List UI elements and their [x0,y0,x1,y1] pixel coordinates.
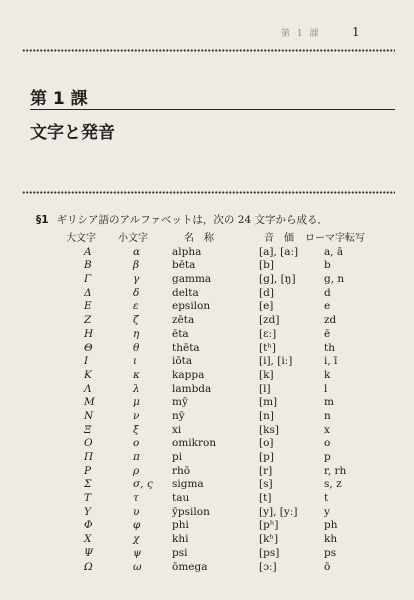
uppercase-letter: Φ [84,519,93,532]
letter-name: delta [172,286,199,299]
table-row [0,492,414,506]
table-row [0,424,414,438]
letter-name: ēta [172,327,189,340]
table-header-row [0,232,414,246]
sound-value: [r] [259,464,273,477]
uppercase-letter: Ι [84,355,89,368]
table-row [0,519,414,533]
lowercase-letter: ψ [133,546,142,559]
letter-name: thēta [172,341,200,354]
romanization: t [324,492,329,505]
alphabet-table [0,232,414,574]
table-row [0,273,414,287]
uppercase-letter: Ω [84,560,93,573]
page-header [0,26,414,40]
sound-value: [y], [yː] [259,505,298,518]
sound-value: [e] [259,300,274,313]
uppercase-letter: Δ [84,286,92,299]
uppercase-letter: Ο [84,437,93,450]
section-heading [36,212,328,227]
sound-value: [ɛː] [259,327,277,340]
romanization: e [324,300,331,313]
lowercase-letter: α [133,245,141,258]
lowercase-letter: γ [133,273,140,286]
table-row [0,287,414,301]
letter-name: ōmega [172,560,208,573]
letter-name: ȳpsilon [172,505,210,518]
letter-name: tau [172,492,190,505]
section-text: ギリシア語のアルファベットは，次の 24 文字から成る． [56,214,328,226]
table-row [0,506,414,520]
romanization: m [324,396,334,409]
letter-name: xi [172,423,182,436]
section-number: §1 [36,214,49,226]
sound-value: [g], [ŋ] [259,273,296,286]
letter-name: alpha [172,245,202,258]
romanization: n [324,409,331,422]
header-lowercase: 小文字 [118,233,148,244]
uppercase-letter: Σ [84,478,92,491]
lowercase-letter: ξ [133,423,139,436]
lowercase-letter: ε [133,300,139,313]
sound-value: [ps] [259,546,280,559]
sound-value: [l] [259,382,271,395]
lowercase-letter: ρ [133,464,140,477]
header-uppercase: 大文字 [66,233,96,244]
romanization: o [324,437,331,450]
romanization: p [324,451,331,463]
table-row [0,328,414,342]
page-number: 1 [352,25,360,39]
romanization: ē [324,327,331,340]
letter-name: sigma [172,478,204,491]
lowercase-letter: μ [133,396,140,409]
sound-value: [kʰ] [259,533,279,546]
letter-name: mȳ [172,396,188,409]
header-romanization: ローマ字転写 [305,233,365,244]
table-row [0,547,414,561]
romanization: k [324,368,331,381]
chapter-title: 文字と発音 [30,123,115,143]
sound-value: [s] [259,478,273,491]
romanization: i, ī [324,355,338,368]
uppercase-letter: Μ [84,396,95,409]
sound-value: [t] [259,492,272,505]
uppercase-letter: Ε [84,300,92,313]
letter-name: omikron [172,437,217,450]
table-row [0,410,414,424]
letter-name: iōta [172,355,193,368]
uppercase-letter: Η [84,327,94,340]
lowercase-letter: φ [133,519,141,532]
table-row [0,561,414,575]
letter-name: nȳ [172,409,185,422]
header-letter-name: 名 称 [184,233,214,244]
top-dotted-rule [22,49,395,52]
sound-value: [m] [259,396,278,409]
lowercase-letter: π [133,451,140,463]
letter-name: zēta [172,314,195,327]
uppercase-letter: Λ [84,382,92,395]
header-sound-value: 音 価 [264,233,294,244]
uppercase-letter: Ν [84,409,94,422]
uppercase-letter: Κ [84,368,92,381]
bottom-dotted-rule [22,191,395,194]
romanization: b [324,259,331,272]
table-row [0,437,414,451]
uppercase-letter: Ρ [84,464,92,477]
romanization: s, z [324,478,342,491]
table-row [0,383,414,397]
lowercase-letter: η [133,327,140,340]
lowercase-letter: ο [133,437,140,450]
table-row [0,314,414,328]
letter-name: khi [172,533,189,546]
table-row [0,396,414,410]
uppercase-letter: Β [84,259,92,272]
romanization: zd [324,314,337,327]
romanization: a, ā [324,245,344,258]
romanization: r, rh [324,464,347,477]
uppercase-letter: Ψ [84,546,94,559]
sound-value: [ɔː] [259,560,277,573]
sound-value: [k] [259,368,274,381]
uppercase-letter: Α [84,245,92,258]
lowercase-letter: υ [133,505,140,518]
sound-value: [pʰ] [259,519,279,532]
lowercase-letter: ζ [133,314,139,327]
lowercase-letter: σ, ς [133,478,153,491]
letter-name: gamma [172,273,212,286]
letter-name: phi [172,519,189,532]
table-row [0,465,414,479]
letter-name: pi [172,451,183,463]
sound-value: [i], [iː] [259,355,293,368]
table-row [0,533,414,547]
letter-name: psi [172,546,188,559]
lowercase-letter: τ [133,492,139,505]
uppercase-letter: Π [84,451,94,463]
sound-value: [b] [259,259,274,272]
table-row [0,369,414,383]
romanization: th [324,341,335,354]
table-row [0,300,414,314]
lowercase-letter: θ [133,341,140,354]
sound-value: [tʰ] [259,341,276,354]
lowercase-letter: δ [133,286,140,299]
uppercase-letter: Θ [84,341,93,354]
romanization: d [324,286,331,299]
sound-value: [a], [aː] [259,245,299,258]
table-row [0,355,414,369]
lowercase-letter: ω [133,560,142,573]
sound-value: [d] [259,286,274,299]
table-body [0,246,414,575]
sound-value: [n] [259,409,274,422]
lowercase-letter: β [133,259,140,272]
uppercase-letter: Ξ [84,423,92,436]
chapter-number: 第 1 課 [30,89,88,109]
table-row [0,246,414,260]
romanization: ō [324,560,331,573]
uppercase-letter: Ζ [84,314,92,327]
letter-name: bēta [172,259,196,272]
uppercase-letter: Τ [84,492,92,505]
romanization: l [324,382,328,395]
running-head: 第 1 課 [281,29,321,39]
romanization: g, n [324,273,345,286]
uppercase-letter: Υ [84,505,91,518]
romanization: kh [324,533,338,546]
sound-value: [p] [259,451,274,463]
romanization: ph [324,519,338,532]
letter-name: rhō [172,464,191,477]
lowercase-letter: λ [133,382,140,395]
letter-name: epsilon [172,300,211,313]
uppercase-letter: Γ [84,273,92,286]
letter-name: kappa [172,368,205,381]
uppercase-letter: Χ [84,533,92,546]
romanization: x [324,423,330,436]
sound-value: [o] [259,437,274,450]
table-row [0,259,414,273]
lowercase-letter: χ [133,533,140,546]
romanization: ps [324,546,337,559]
sound-value: [ks] [259,423,279,436]
sound-value: [zd] [259,314,280,327]
lowercase-letter: κ [133,368,140,381]
chapter-underline [30,109,395,110]
romanization: y [324,505,330,518]
table-row [0,451,414,465]
table-row [0,478,414,492]
lowercase-letter: ι [133,355,138,368]
letter-name: lambda [172,382,212,395]
lowercase-letter: ν [133,409,140,422]
table-row [0,342,414,356]
